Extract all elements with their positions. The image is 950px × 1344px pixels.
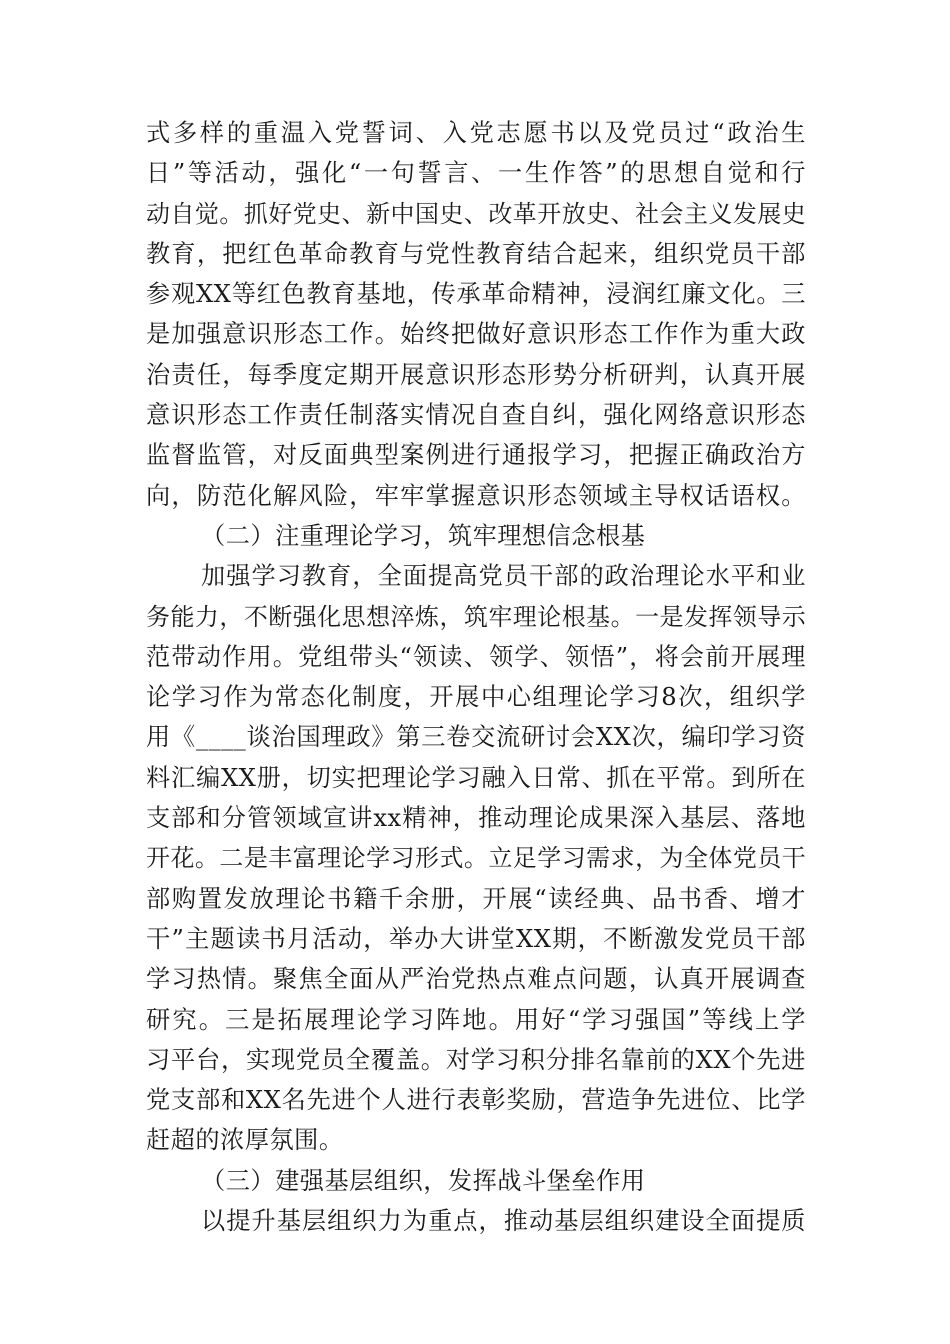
text-line: 日”等活动，强化“一句誓言、一生作答”的思想自觉和行 xyxy=(146,159,806,188)
text-line: 论学习作为常态化制度，开展中心组理论学习8次，组织学 xyxy=(146,683,806,712)
text-line: 意识形态工作责任制落实情况自查自纠，强化网络意识形态 xyxy=(146,401,806,430)
text-line: 用《____谈治国理政》第三卷交流研讨会XX次，编印学习资 xyxy=(146,723,806,752)
text-line: 向，防范化解风险，牢牢掌握意识形态领域主导权话语权。 xyxy=(146,481,806,510)
text-line: 干”主题读书月活动，举办大讲堂XX期，不断激发党员干部 xyxy=(146,924,806,953)
text-line: 党支部和XX名先进个人进行表彰奖励，营造争先进位、比学 xyxy=(146,1086,806,1115)
text-line: 监督监管，对反面典型案例进行通报学习，把握正确政治方 xyxy=(146,441,806,470)
text-line: 教育，把红色革命教育与党性教育结合起来，组织党员干部 xyxy=(146,239,806,268)
text-line: 开花。二是丰富理论学习形式。立足学习需求，为全体党员干 xyxy=(146,844,807,873)
text-line: 是加强意识形态工作。始终把做好意识形态工作作为重大政 xyxy=(146,320,806,349)
text-line: 部购置发放理论书籍千余册，开展“读经典、品书香、增才 xyxy=(146,884,806,913)
text-line: 动自觉。抓好党史、新中国史、改革开放史、社会主义发展史 xyxy=(146,199,807,228)
document-body xyxy=(146,113,806,1241)
text-line: 赶超的浓厚氛围。 xyxy=(146,1126,344,1155)
text-line: 学习热情。聚焦全面从严治党热点难点问题，认真开展调查 xyxy=(146,965,806,994)
text-line: 支部和分管领域宣讲xx精神，推动理论成果深入基层、落地 xyxy=(146,804,806,833)
section-heading: （三）建强基层组织，发挥战斗堡垒作用 xyxy=(201,1166,646,1195)
text-line: 以提升基层组织力为重点，推动基层组织建设全面提质 xyxy=(201,1207,806,1236)
text-line: 习平台，实现党员全覆盖。对学习积分排名靠前的XX个先进 xyxy=(146,1045,806,1074)
text-line: 参观XX等红色教育基地，传承革命精神，浸润红廉文化。三 xyxy=(146,280,806,309)
text-line: 范带动作用。党组带头“领读、领学、领悟”，将会前开展理 xyxy=(146,642,806,671)
text-line: 加强学习教育，全面提高党员干部的政治理论水平和业 xyxy=(201,562,806,591)
text-line: 式多样的重温入党誓词、入党志愿书以及党员过“政治生 xyxy=(146,119,806,147)
text-line: 研究。三是拓展理论学习阵地。用好“学习强国”等线上学 xyxy=(146,1005,806,1034)
text-line: 料汇编XX册，切实把理论学习融入日常、抓在平常。到所在 xyxy=(146,763,806,792)
text-line: 治责任，每季度定期开展意识形态形势分析研判，认真开展 xyxy=(146,360,806,389)
text-line: 务能力，不断强化思想淬炼，筑牢理论根基。一是发挥领导示 xyxy=(146,602,807,631)
section-heading: （二）注重理论学习，筑牢理想信念根基 xyxy=(201,521,646,550)
